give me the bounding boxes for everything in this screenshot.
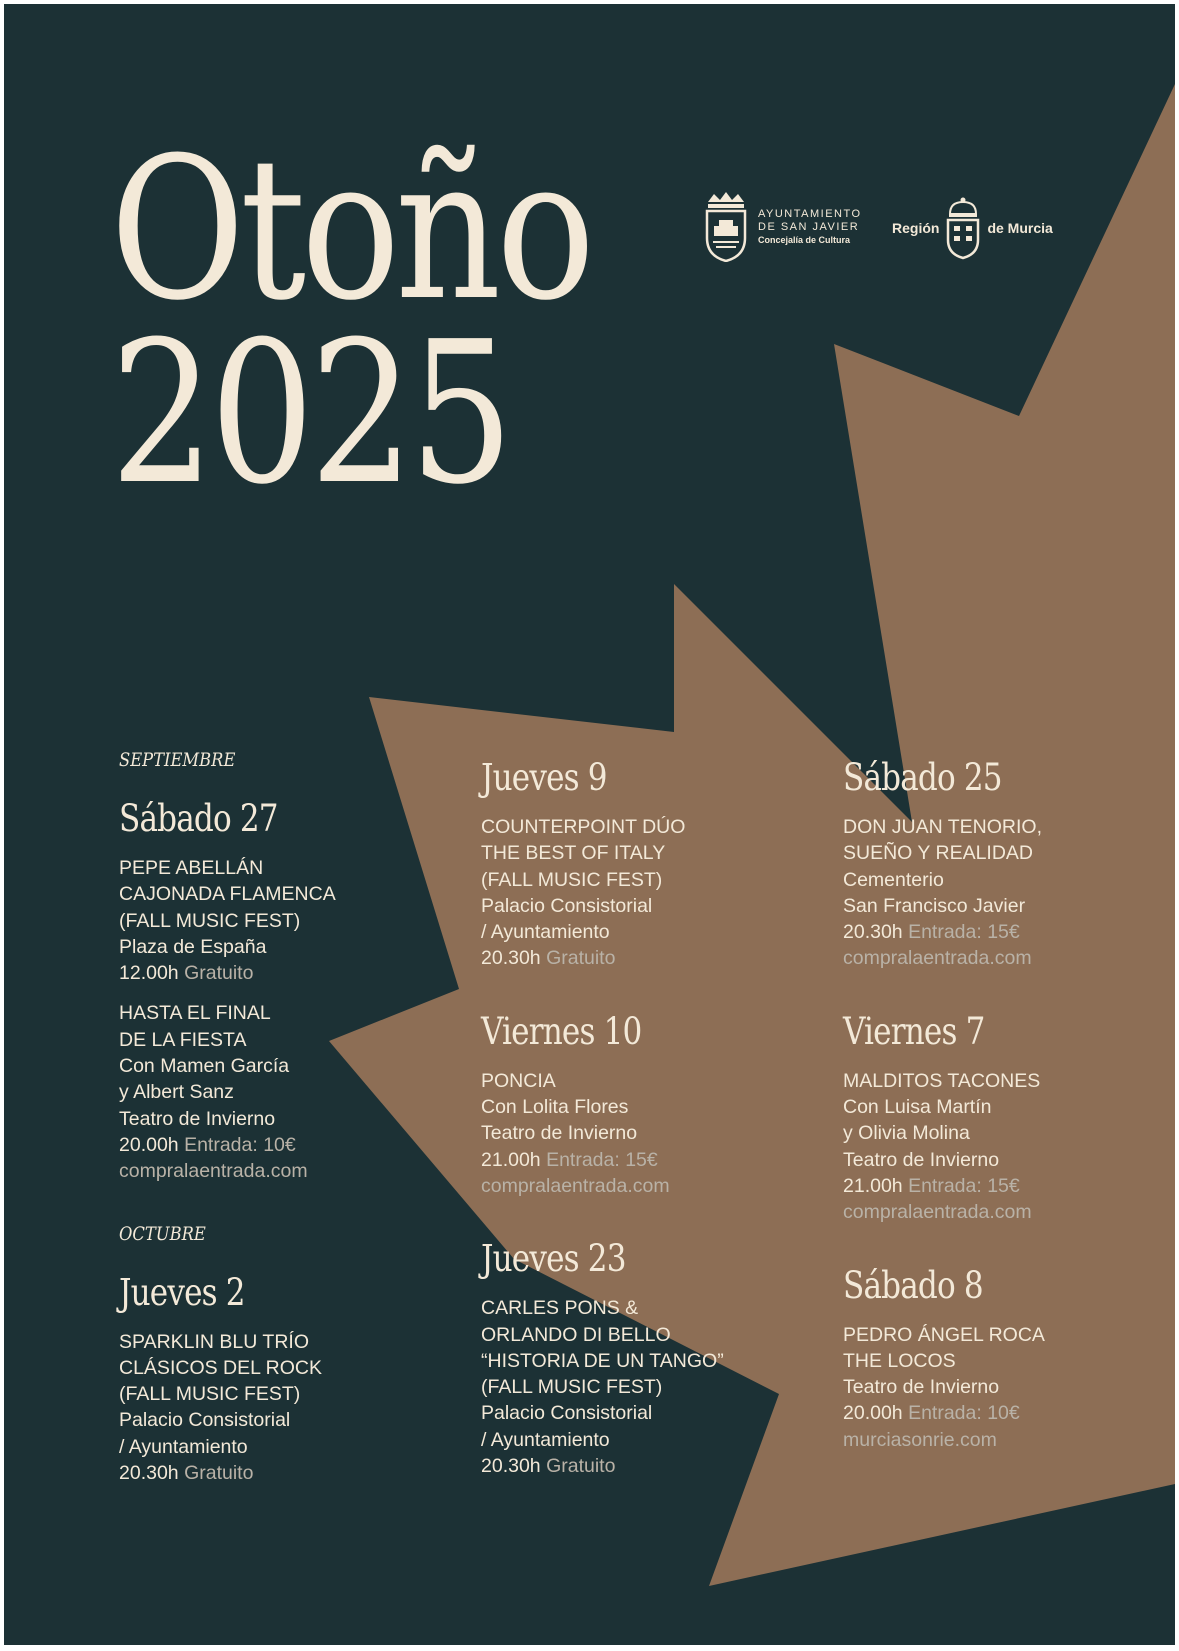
- event-line: MALDITOS TACONES: [843, 1069, 1041, 1092]
- event-line: THE BEST OF ITALY: [481, 842, 666, 865]
- event-price: Entrada: 15€: [908, 1174, 1020, 1197]
- event-venue: / Ayuntamiento: [481, 1428, 610, 1451]
- event-line: HASTA EL FINAL: [119, 1002, 271, 1025]
- murcia-crest-icon: [945, 196, 981, 260]
- event-venue: / Ayuntamiento: [481, 921, 610, 944]
- event-line: “HISTORIA DE UN TANGO”: [481, 1349, 724, 1372]
- event-time: 20.00h: [843, 1402, 903, 1425]
- event-venue: Palacio Consistorial: [481, 1402, 653, 1425]
- event-entry: [119, 1000, 449, 1184]
- event-line: CLÁSICOS DEL ROCK: [119, 1356, 322, 1379]
- event-line: SUEÑO Y REALIDAD: [843, 842, 1034, 865]
- event-time: 20.30h: [843, 921, 903, 944]
- event-website[interactable]: compralaentrada.com: [843, 1201, 1032, 1224]
- event-time-price: [119, 960, 449, 986]
- month-label: SEPTIEMBRE: [119, 749, 236, 771]
- event-line: (FALL MUSIC FEST): [119, 1383, 301, 1406]
- event-venue: San Francisco Javier: [843, 894, 1026, 917]
- event-line: THE LOCOS: [843, 1349, 956, 1372]
- event-line: Con Mamen García: [119, 1055, 290, 1078]
- title-line-2: 2025: [110, 300, 509, 528]
- san-javier-line-1: AYUNTAMIENTO: [758, 207, 862, 220]
- event-line: PEPE ABELLÁN: [119, 857, 264, 879]
- event-website[interactable]: compralaentrada.com: [843, 947, 1032, 970]
- event-entry: [481, 814, 811, 972]
- event-venue: Palacio Consistorial: [481, 894, 653, 917]
- event-time-price: [481, 1147, 811, 1173]
- event-website[interactable]: murciasonrie.com: [843, 1428, 997, 1451]
- month-label: OCTUBRE: [119, 1222, 206, 1245]
- poster: [4, 4, 1175, 1645]
- event-line: SPARKLIN BLU TRÍO: [119, 1330, 310, 1353]
- event-entry: [843, 1068, 1173, 1226]
- event-line: (FALL MUSIC FEST): [481, 1376, 663, 1399]
- event-entry: [119, 1329, 449, 1487]
- event-price: Gratuito: [546, 947, 616, 970]
- event-price: Gratuito: [184, 962, 254, 985]
- event-time-price: [481, 1453, 811, 1479]
- event-venue: Teatro de Invierno: [119, 1107, 276, 1130]
- event-line: DE LA FIESTA: [119, 1028, 247, 1051]
- event-time-price: [843, 1400, 1173, 1426]
- event-line: (FALL MUSIC FEST): [119, 909, 301, 932]
- logo-region-murcia: [892, 196, 1053, 260]
- event-venue: Palacio Consistorial: [119, 1409, 291, 1432]
- event-line: CARLES PONS &: [481, 1297, 639, 1320]
- region-word: Región: [892, 220, 940, 236]
- event-time: 20.30h: [481, 947, 541, 970]
- event-entry: [481, 1068, 811, 1199]
- event-time-price: [843, 1173, 1173, 1199]
- day-heading: Sábado 27: [119, 797, 278, 840]
- event-line: Con Luisa Martín: [843, 1096, 992, 1119]
- event-website[interactable]: compralaentrada.com: [119, 1160, 308, 1183]
- event-time: 20.00h: [119, 1133, 179, 1156]
- event-price: Gratuito: [546, 1455, 616, 1478]
- event-venue: Cementerio: [843, 868, 944, 891]
- event-line: y Olivia Molina: [843, 1122, 970, 1145]
- program-column-1: [119, 749, 449, 1486]
- event-time-price: [481, 945, 811, 971]
- san-javier-crest-icon: [704, 192, 748, 262]
- event-line: (FALL MUSIC FEST): [481, 868, 663, 891]
- day-heading: Viernes 10: [481, 1009, 642, 1053]
- event-line: ORLANDO DI BELLO: [481, 1323, 671, 1346]
- event-time-price: [119, 1460, 449, 1486]
- san-javier-line-2: DE SAN JAVIER: [758, 220, 860, 233]
- event-website[interactable]: compralaentrada.com: [481, 1174, 670, 1197]
- event-time: 20.30h: [119, 1462, 179, 1485]
- event-entry: [119, 855, 449, 986]
- event-line: COUNTERPOINT DÚO: [481, 816, 686, 838]
- program-column-2: [481, 756, 811, 1479]
- event-time: 21.00h: [843, 1174, 903, 1197]
- event-line: PEDRO ÁNGEL ROCA: [843, 1323, 1045, 1346]
- event-venue: Teatro de Invierno: [843, 1376, 1000, 1399]
- event-venue: Teatro de Invierno: [843, 1148, 1000, 1171]
- san-javier-line-3: Concejalía de Cultura: [758, 234, 851, 245]
- event-price: Entrada: 10€: [184, 1133, 296, 1156]
- event-time: 12.00h: [119, 962, 179, 985]
- day-heading: Sábado 25: [843, 756, 1002, 799]
- event-price: Entrada: 10€: [908, 1402, 1020, 1425]
- title-line-1: Otoño: [110, 116, 591, 344]
- event-venue: Plaza de España: [119, 935, 267, 958]
- event-entry: [843, 1322, 1173, 1453]
- day-heading: Sábado 8: [843, 1263, 983, 1307]
- event-time: 20.30h: [481, 1455, 541, 1478]
- logo-san-javier: [704, 192, 862, 262]
- program-column-3: [843, 756, 1173, 1453]
- event-line: PONCIA: [481, 1069, 556, 1092]
- event-venue: / Ayuntamiento: [119, 1435, 248, 1458]
- day-heading: Viernes 7: [843, 1009, 985, 1053]
- murcia-word: de Murcia: [987, 220, 1053, 236]
- event-line: CAJONADA FLAMENCA: [119, 883, 336, 906]
- event-line: y Albert Sanz: [119, 1081, 234, 1104]
- event-time: 21.00h: [481, 1148, 541, 1171]
- event-price: Gratuito: [184, 1462, 254, 1485]
- day-heading: Jueves 9: [481, 756, 607, 799]
- event-time-price: [119, 1132, 449, 1158]
- event-time-price: [843, 919, 1173, 945]
- event-line: DON JUAN TENORIO,: [843, 816, 1042, 838]
- day-heading: Jueves 2: [119, 1270, 245, 1314]
- event-entry: [481, 1295, 811, 1479]
- event-entry: [843, 814, 1173, 972]
- event-price: Entrada: 15€: [908, 921, 1020, 944]
- event-price: Entrada: 15€: [546, 1148, 658, 1171]
- event-venue: Teatro de Invierno: [481, 1122, 638, 1145]
- event-line: Con Lolita Flores: [481, 1096, 629, 1119]
- day-heading: Jueves 23: [481, 1237, 626, 1281]
